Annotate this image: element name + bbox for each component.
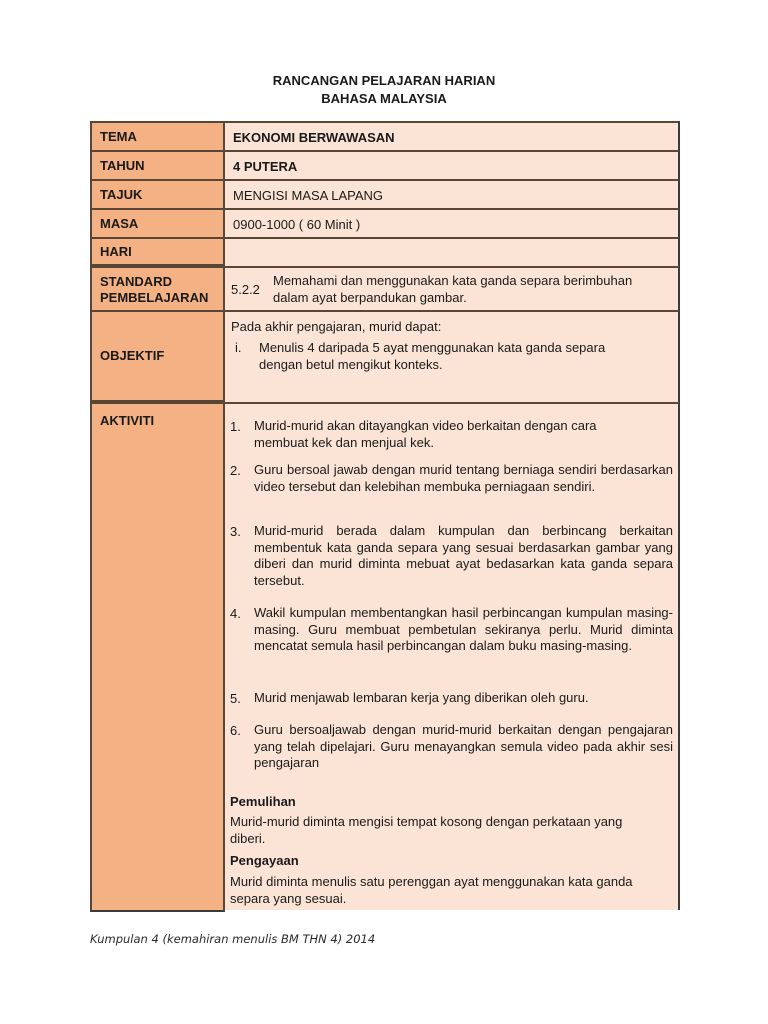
objektif-item-line2: dengan betul mengikut konteks. [259,357,443,372]
value-hari [225,237,680,266]
value-standard-pembelajaran [225,266,680,312]
label-tajuk [90,179,225,210]
value-tahun [225,150,680,181]
value-tema-text: EKONOMI BERWAWASAN [233,129,395,145]
objektif-item-marker: i. [235,340,242,355]
aktiviti-item-text: Murid-murid berada dalam kumpulan dan berbincang berkaitan membentuk kata ganda separa yang sesuai berdasarkan gambar yang diberi dan murid diminta mebuat ayat bedasarkan kata ganda separa tersebut. [254,523,673,588]
aktiviti-item-marker: 5. [230,691,241,706]
aktiviti-item-marker: 2. [230,463,241,478]
standard-text-line1: Memahami dan menggunakan kata ganda separa berimbuhan [273,273,633,288]
value-masa-text: 0900-1000 ( 60 Minit ) [233,216,361,232]
label-tahun [90,150,225,181]
value-objektif [225,310,680,402]
label-aktiviti-text: AKTIVITI [100,413,155,428]
label-hari [90,237,225,266]
document-footer: Kumpulan 4 (kemahiran menulis BM THN 4) 2014 [90,932,376,946]
value-tajuk [225,179,680,210]
value-tahun-text: 4 PUTERA [233,158,298,174]
label-masa [90,208,225,239]
aktiviti-item-marker: 6. [230,723,241,738]
aktiviti-item-text: Wakil kumpulan membentangkan hasil perbincangan kumpulan masing-masing. Guru membuat pembetulan sekiranya perlu. Murid diminta mencatat semula hasil perbincangan dalam buku masing-masing. [254,605,673,653]
aktiviti-item-marker: 4. [230,606,241,621]
document-subtitle: BAHASA MALAYSIA [321,91,447,106]
value-aktiviti [225,402,680,910]
label-tajuk-text: TAJUK [100,186,143,202]
label-tema [90,121,225,152]
pemulihan-text: Murid-murid diminta mengisi tempat kosong dengan perkataan yang diberi. [230,814,623,846]
label-objektif [90,310,225,402]
label-aktiviti [90,402,225,912]
aktiviti-item-text: Murid-murid akan ditayangkan video berkaitan dengan cara membuat kek dan menjual kek. [254,418,597,450]
value-masa [225,208,680,239]
value-tajuk-text: MENGISI MASA LAPANG [233,187,384,203]
standard-text-line2: dalam ayat berpandukan gambar. [273,290,467,305]
pemulihan-heading: Pemulihan [230,794,296,809]
label-tema-text: TEMA [100,128,137,144]
label-hari-text: HARI [100,243,132,259]
aktiviti-item-marker: 3. [230,524,241,539]
pengayaan-text: Murid diminta menulis satu perenggan ayat menggunakan kata ganda separa yang sesuai. [230,874,633,906]
pengayaan-heading: Pengayaan [230,853,299,868]
objektif-intro: Pada akhir pengajaran, murid dapat: [231,319,442,334]
objektif-item-line1: Menulis 4 daripada 5 ayat menggunakan kata ganda separa [259,340,606,355]
label-objektif-text: OBJEKTIF [100,348,165,363]
value-tema [225,121,680,152]
standard-code: 5.2.2 [231,282,260,297]
aktiviti-item-marker: 1. [230,419,241,434]
aktiviti-item-text: Guru bersoal jawab dengan murid tentang berniaga sendiri berdasarkan video tersebut dan kelebihan membuka perniagaan sendiri. [254,462,673,494]
label-standard-line2: PEMBELAJARAN [100,290,209,305]
document-title: RANCANGAN PELAJARAN HARIAN [272,73,496,88]
label-masa-text: MASA [100,215,139,231]
aktiviti-item-text: Guru bersoaljawab dengan murid-murid berkaitan dengan pengajaran yang telah dipelajari. Guru menayangkan semula video pada akhir sesi pengajaran [254,722,673,770]
label-standard-line1: STANDARD [100,274,172,289]
aktiviti-item-text: Murid menjawab lembaran kerja yang diberikan oleh guru. [254,690,589,705]
label-tahun-text: TAHUN [100,157,145,173]
label-standard-pembelajaran [90,266,225,312]
